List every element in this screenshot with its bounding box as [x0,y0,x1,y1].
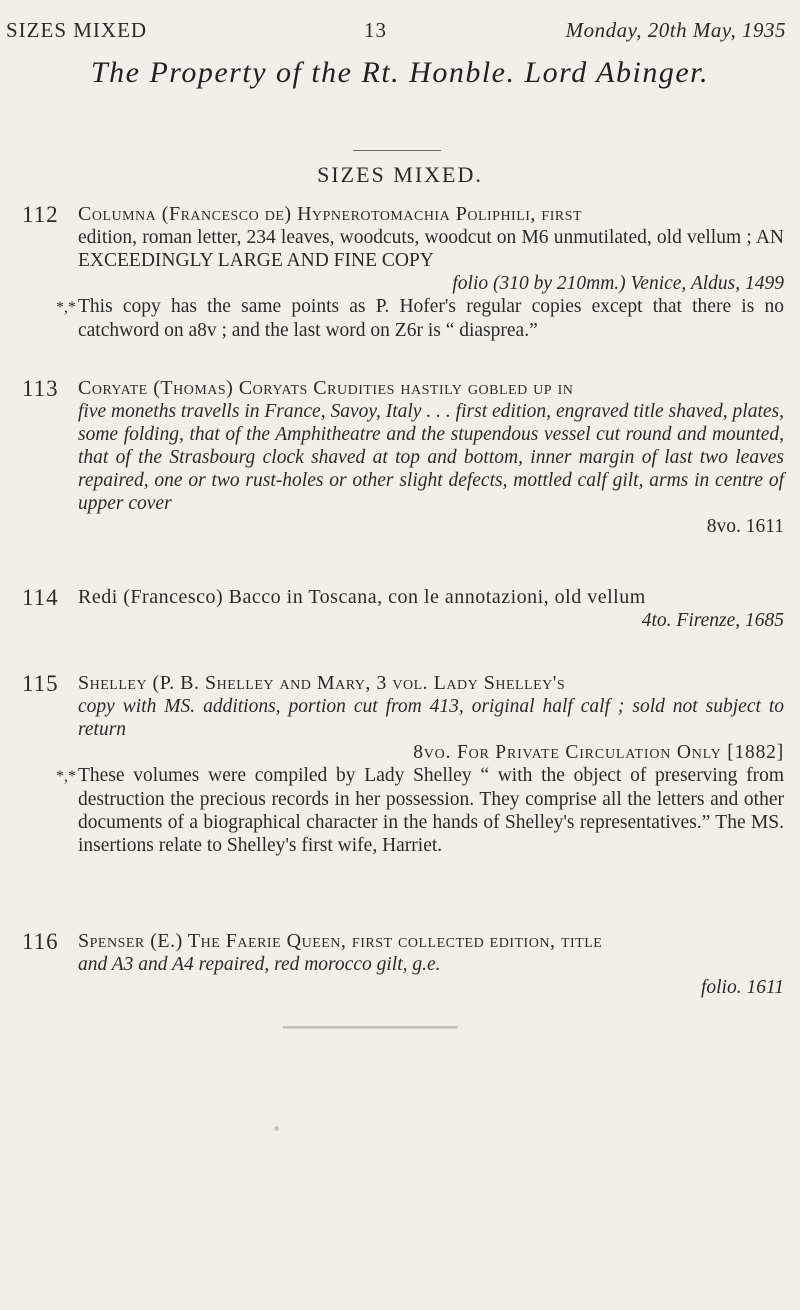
lot-text: copy with MS. additions, portion cut from 413, original half calf ; sold not subject to return [78,696,784,740]
lot-description [78,930,784,999]
lot-format: 8vo. For Private Circulation Only [1882] [413,742,784,763]
lot-description [56,203,784,342]
page-header [0,18,800,48]
note-marker: *,* [56,299,76,316]
lot-heading-line: Coryate (Thomas) Coryats Crudities hastily gobled up in [78,377,574,399]
lot-number: 114 [22,585,59,610]
note-marker: *,* [56,768,76,785]
lot-format: 4to. Firenze, 1685 [641,610,784,631]
lot-description [78,377,784,538]
lot-text: five moneths travells in France, Savoy, Italy . . . first edition, engraved title shaved, plates, some folding, that of the Amphitheatre and the stupendous vessel cut round and mounted, that of the Strasbourg clock shaved at top and bottom, inner margin of last two leaves repaired, one or two rust-holes or other slight defects, mottled calf gilt, arms in centre of upper cover [78,401,784,514]
lot-note [56,764,784,857]
page-number: 13 [364,18,387,42]
ink-speck [274,1126,279,1131]
lot-format: folio. 1611 [700,977,784,998]
running-head-section: SIZES MIXED [6,18,148,42]
lot-number: 115 [22,671,59,696]
closing-rule [283,1026,458,1029]
note-text: This copy has the same points as P. Hofer's regular copies except that there is no catchword on a8v ; and the last word on Z6r is “ diasprea.” [78,296,784,341]
collection-title: The Property of the Rt. Honble. Lord Abinger. [90,56,710,89]
lot-number: 112 [22,202,59,227]
lot-format: folio (310 by 210mm.) Venice, Aldus, 1499 [452,273,784,294]
lot-heading-line: Spenser (E.) The Faerie Queen, first collected edition, title [78,930,603,952]
title-divider [353,150,441,151]
lot-description [56,672,784,857]
lot-description [78,586,784,632]
lot-text: and A3 and A4 repaired, red morocco gilt, g.e. [78,954,441,975]
sale-date: Monday, 20th May, 1935 [565,18,786,42]
lot-format: 8vo. 1611 [706,516,784,537]
lot-heading-line: Shelley (P. B. Shelley and Mary, 3 vol. Lady Shelley's [78,672,566,694]
lot-number: 113 [22,376,59,401]
lot-number: 116 [22,929,59,954]
lot-text: edition, roman letter, 234 leaves, woodcuts, woodcut on M6 unmutilated, old vellum ; AN EXCEEDINGLY LARGE AND FINE COPY [78,227,784,271]
section-heading: SIZES MIXED. [317,162,483,187]
lot-heading-line: Redi (Francesco) Bacco in Toscana, con le annotazioni, old vellum [78,586,646,608]
lot-heading-line: Columna (Francesco de) Hypnerotomachia Poliphili, first [78,203,583,225]
note-text: These volumes were compiled by Lady Shelley “ with the object of preserving from destruction the precious records in her possession. They comprise all the letters and other documents of a biographical character in the hands of Shelley's representatives.” The MS. insertions relate to Shelley's first wife, Harriet. [78,765,784,856]
lot-note [56,295,784,342]
